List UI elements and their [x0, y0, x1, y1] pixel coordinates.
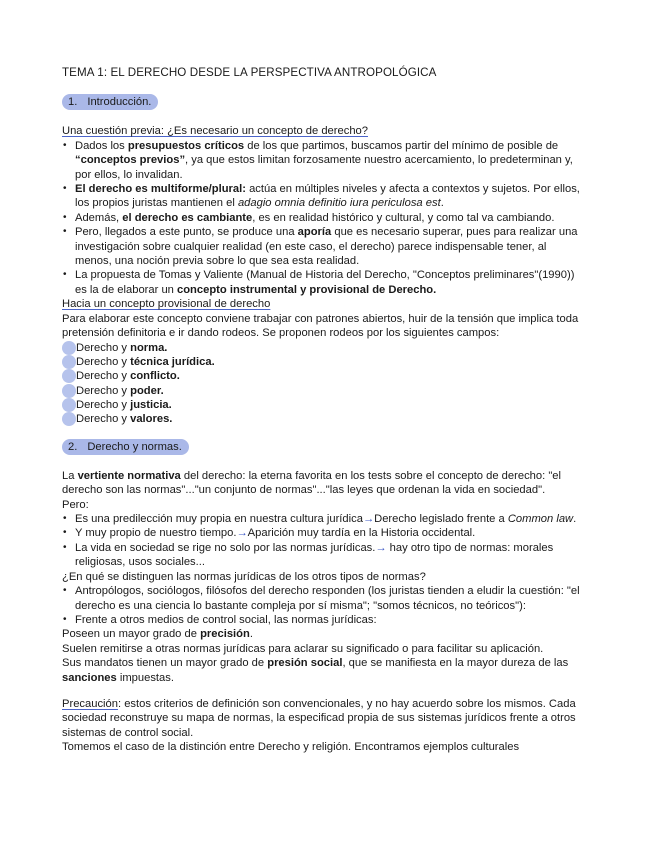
bullet-tiempo: • Y muy propio de nuestro tiempo.→Aparición muy tardía en la Historia occidental.: [62, 526, 582, 540]
paragraph-vertiente: La vertiente normativa del derecho: la eterna favorita en los tests sobre el concepto de derecho: "el derecho son las normas"..."un conjunto de normas"..."las leyes que ordenan la vida en sociedad".: [62, 469, 562, 497]
bullet-antropologos: • Antropólogos, sociólogos, filósofos del derecho responden (los juristas tienden a eludir la cuestión: "el derecho es una ciencia lo bastante compleja por sí misma"; "somos técnicos, no teóricos"):: [62, 584, 582, 613]
list-item: Derecho y poder.: [62, 384, 582, 398]
bullet-presupuestos: • Dados los presupuestos críticos de los que partimos, buscamos partir del mínimo de posible de “conceptos previos”, ya que estos limitan forzosamente nuestro acercamiento, lo predeterminan y, por ellos, lo invalidan.: [62, 139, 582, 182]
bullet-circle-icon: [62, 384, 76, 398]
label-pero: Pero:: [62, 498, 89, 511]
section-heading-derecho-normas: [62, 439, 582, 455]
bullet-cambiante: • Además, el derecho es cambiante, es en realidad histórico y cultural, y como tal va cambiando.: [62, 211, 582, 225]
section-number: 1.: [68, 96, 78, 109]
question-heading: Una cuestión previa: ¿Es necesario un concepto de derecho?: [62, 125, 368, 138]
list-item: Derecho y norma.: [62, 341, 582, 355]
bullet-multiforme: • El derecho es multiforme/plural: actúa en múltiples niveles y afecta a contextos y sujetos. Por ellos, los propios juristas mantienen el adagio omnia definitio iura periculosa est.: [62, 182, 582, 211]
subheading-concepto-provisional: Hacia un concepto provisional de derecho: [62, 298, 271, 311]
line-presion-social: Sus mandatos tienen un mayor grado de presión social, que se manifiesta en la mayor dureza de las sanciones impuestas.: [62, 657, 569, 684]
arrow-right-icon: →: [236, 527, 248, 540]
question-distincion: ¿En qué se distinguen las normas jurídicas de los otros tipos de normas?: [62, 570, 426, 583]
section-label: Introducción.: [87, 96, 152, 109]
bullet-circle-icon: [62, 355, 76, 369]
bullet-circle-icon: [62, 341, 76, 355]
list-item: Derecho y justicia.: [62, 398, 582, 412]
arrow-right-icon: →: [362, 513, 375, 526]
line-precision: Poseen un mayor grado de precisión.: [62, 628, 253, 641]
bullet-predileccion: • Es una predilección muy propia en nuestra cultura jurídica→Derecho legislado frente a Common law.: [62, 512, 582, 526]
list-item: Derecho y técnica jurídica.: [62, 355, 582, 369]
list-item: Derecho y valores.: [62, 412, 582, 426]
bullet-circle-icon: [62, 412, 76, 426]
section-label: Derecho y normas.: [87, 440, 182, 453]
fields-list: [62, 341, 582, 427]
section-number: 2.: [68, 440, 78, 453]
line-remision: Suelen remitirse a otras normas jurídicas para aclarar su significado o para facilitar su aplicación.: [62, 642, 544, 655]
document-title: TEMA 1: EL DERECHO DESDE LA PERSPECTIVA ANTROPOLÓGICA: [62, 66, 437, 79]
bullet-propuesta: • La propuesta de Tomas y Valiente (Manual de Historia del Derecho, "Conceptos preliminares"(1990)) es la de elaborar un concepto instrumental y provisional de Derecho.: [62, 268, 582, 297]
list-item: Derecho y conflicto.: [62, 369, 582, 383]
bullet-circle-icon: [62, 369, 76, 383]
bullet-vida-sociedad: • La vida en sociedad se rige no solo por las normas jurídicas.→ hay otro tipo de normas: morales religiosas, usos sociales...: [62, 541, 582, 570]
bullet-medios-control: • Frente a otros medios de control social, las normas jurídicas:: [62, 613, 582, 627]
bullet-aporia: • Pero, llegados a este punto, se produce una aporía que es necesario superar, pues para realizar una investigación sobre cualquier realidad (en este caso, el derecho) parece indispensable tener, al menos, una noción previa sobre lo que sea esta realidad.: [62, 225, 582, 268]
section-heading-introduccion: [62, 94, 582, 110]
paragraph-patrones: Para elaborar este concepto conviene trabajar con patrones abiertos, huir de la tensión que implica toda pretensión definitoria e ir dando rodeos. Se proponen rodeos por los siguientes campos:: [62, 312, 579, 340]
paragraph-precaucion: Precaución: estos criterios de definición son convencionales, y no hay acuerdo sobre los mismos. Cada sociedad reconstruye su mapa de normas, la especificad propia de sus sistemas jurídicos frente a otros sistemas de control social.: [62, 697, 576, 739]
bullet-circle-icon: [62, 398, 76, 412]
document-page: [62, 66, 582, 755]
paragraph-religion: Tomemos el caso de la distinción entre Derecho y religión. Encontramos ejemplos culturales: [62, 741, 520, 754]
arrow-right-icon: →: [375, 541, 387, 554]
